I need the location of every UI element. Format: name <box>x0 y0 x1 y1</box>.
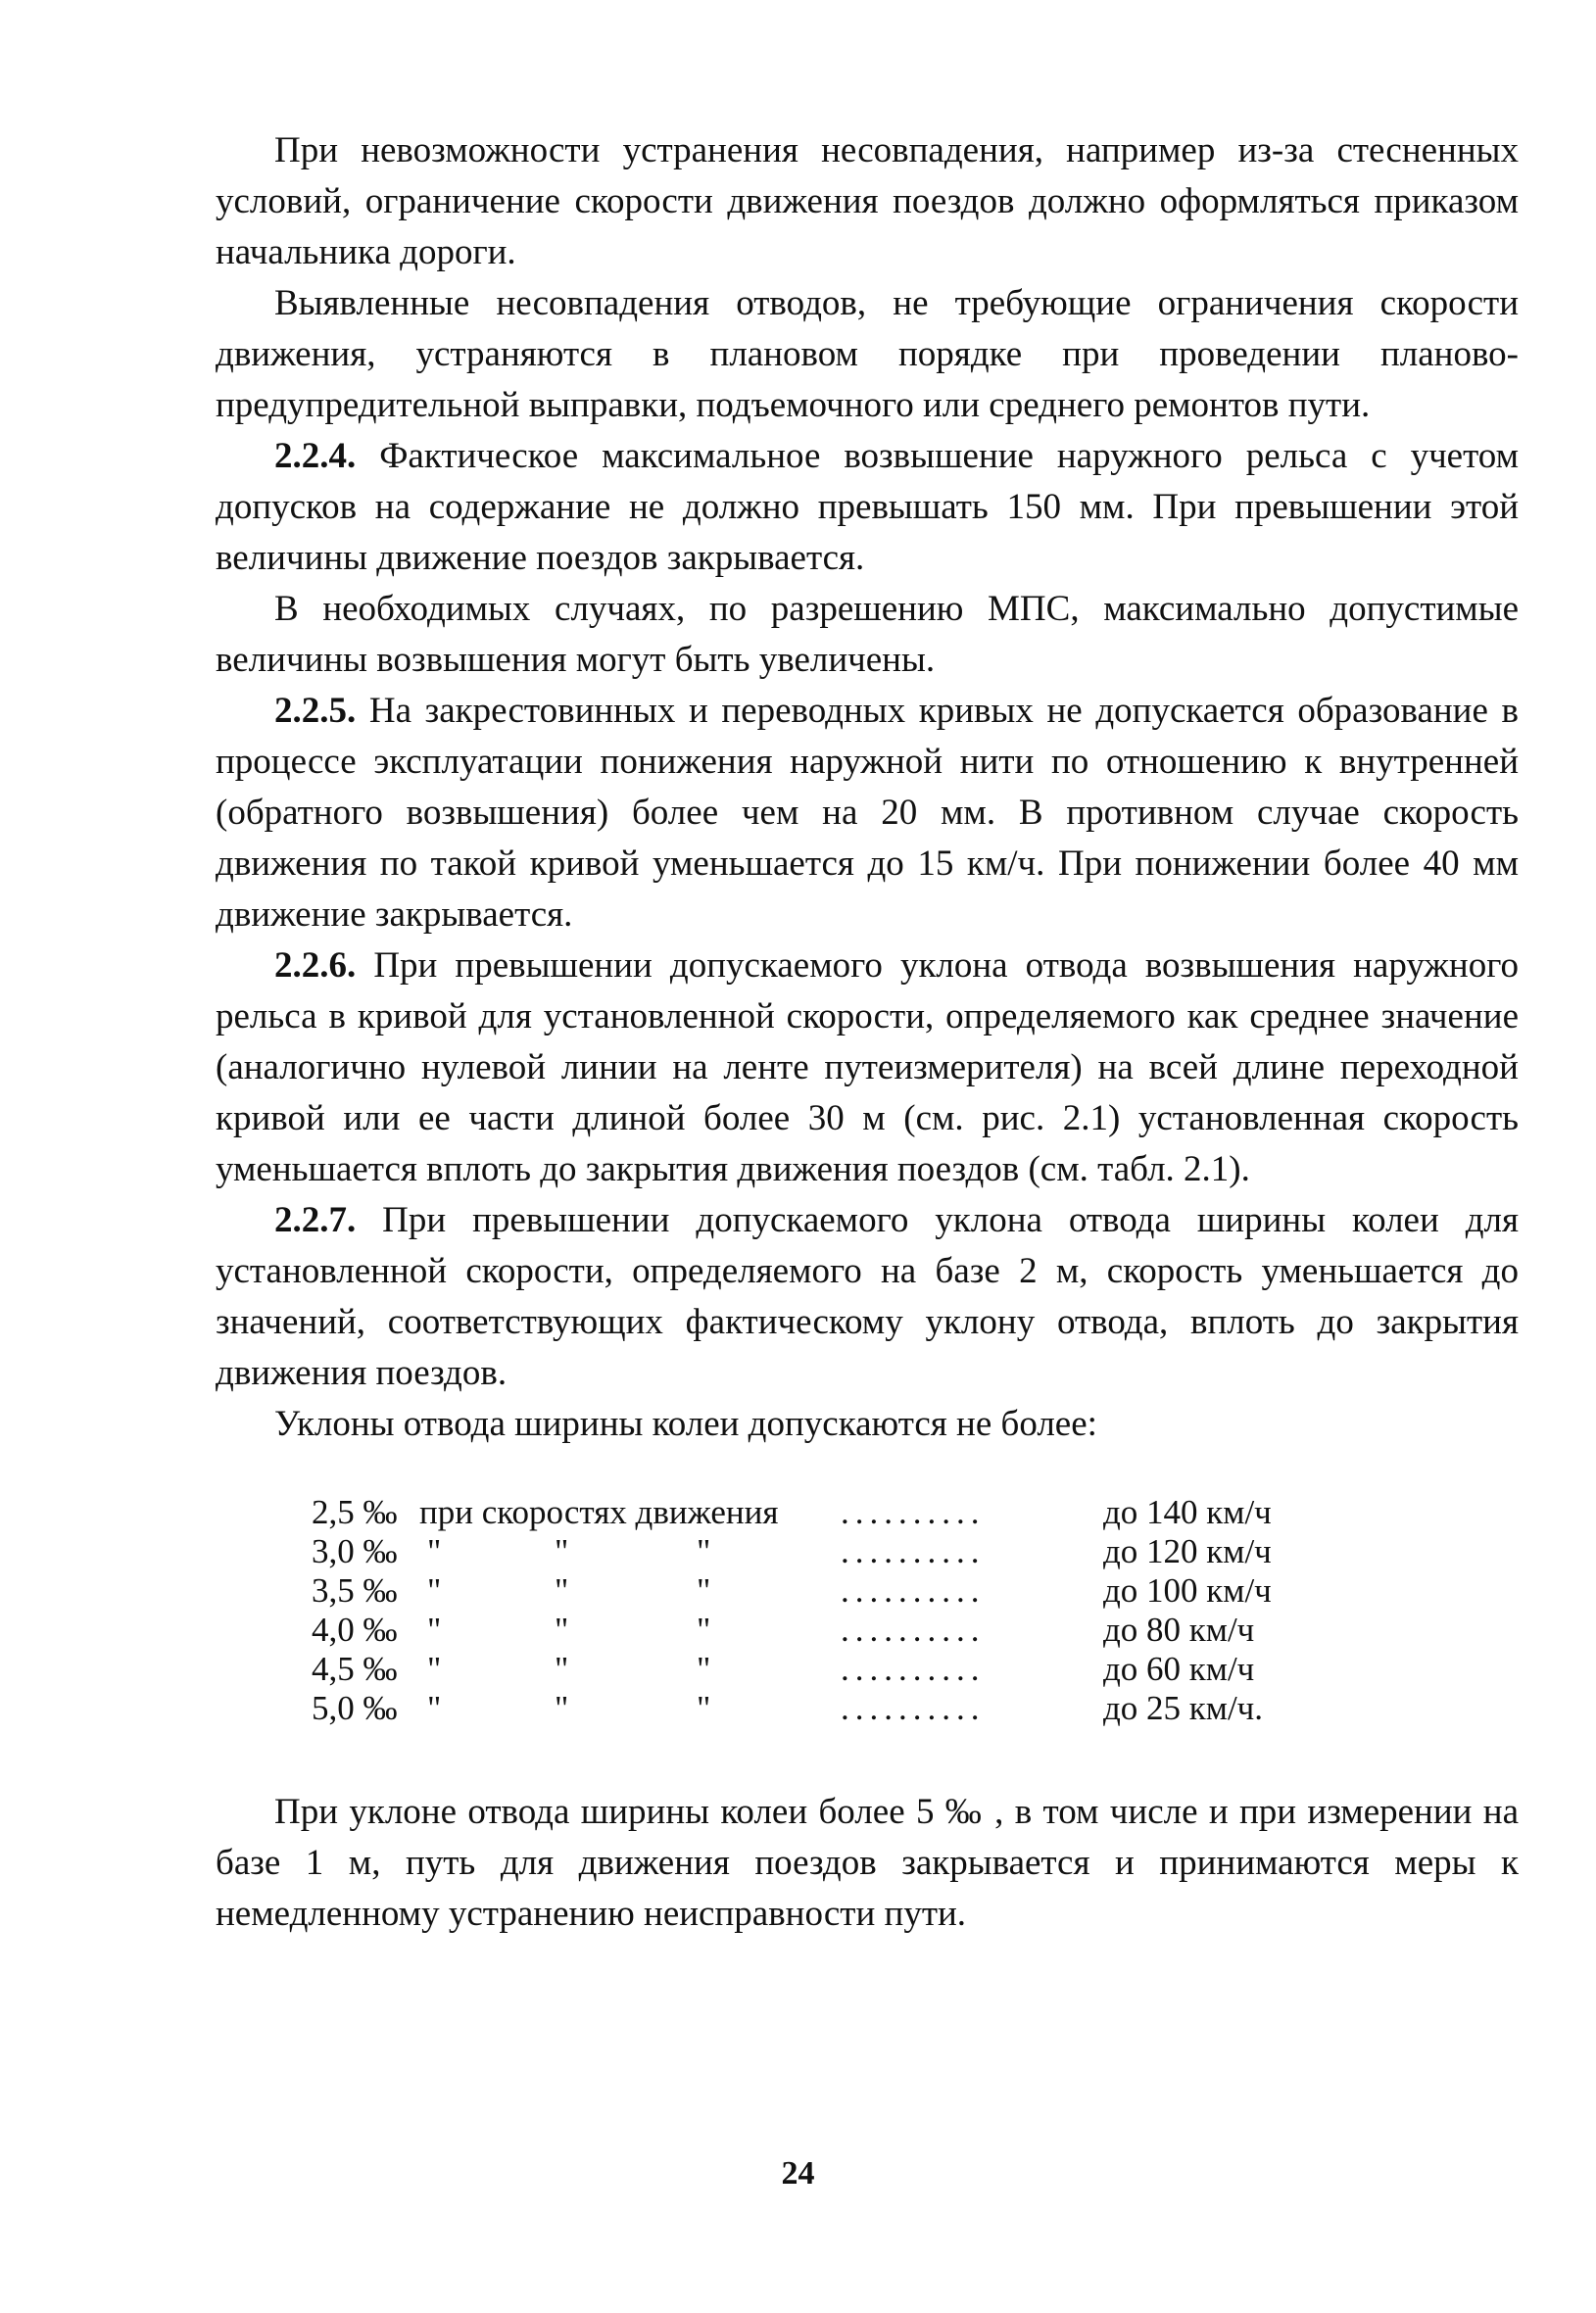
table-row <box>312 1689 1519 1728</box>
leader-dots: .......... <box>841 1493 986 1531</box>
slope-value: 3,5 ‰ <box>312 1571 398 1610</box>
table-row <box>312 1650 1519 1689</box>
paragraph-text: При невозможности устранения несовпадения, например из-за стесненных условий, ограничение скорости движения поездов должно оформляться приказом начальника дороги. <box>216 130 1519 272</box>
ditto-mark: " <box>555 1689 569 1727</box>
paragraph-text: Выявленные несовпадения отводов, не требующие ограничения скорости движения, устраняются в плановом порядке при проведении планово-предупредительной выправки, подъемочного или среднего ремонтов пути. <box>216 283 1519 425</box>
page-number: 24 <box>781 2155 815 2192</box>
slope-value: 2,5 ‰ <box>312 1493 398 1531</box>
paragraph-2-2-7 <box>216 1195 1519 1399</box>
table-intro: Уклоны отвода ширины колеи допускаются не более: <box>274 1404 1097 1444</box>
speed-limit: до 80 км/ч <box>1103 1611 1255 1649</box>
ditto-mark: " <box>427 1532 442 1570</box>
leader-dots: .......... <box>841 1650 986 1688</box>
slope-limits-table <box>312 1493 1519 1728</box>
slope-value: 3,0 ‰ <box>312 1532 398 1570</box>
paragraph-text: На закрестовинных и переводных кривых не допускается образование в процессе эксплуатации понижения наружной нити по отношению к внутренней (обратного возвышения) более чем на 20 мм. В противном случае скорость движения по такой кривой уменьшается до 15 км/ч. При понижении более 40 мм движение закрывается. <box>216 691 1519 935</box>
table-row <box>312 1493 1519 1532</box>
table-row <box>312 1532 1519 1571</box>
ditto-mark: " <box>555 1571 569 1610</box>
document-page <box>216 125 1519 1940</box>
ditto-mark: " <box>697 1611 711 1649</box>
speed-limit: до 25 км/ч. <box>1103 1689 1264 1727</box>
paragraph-2-2-5 <box>216 686 1519 940</box>
leader-dots: .......... <box>841 1611 986 1649</box>
paragraph-2-2-4 <box>216 431 1519 584</box>
paragraph-text: При превышении допускаемого уклона отвода возвышения наружного рельса в кривой для установленной скорости, определяемого как среднее значение (аналогично нулевой линии на ленте путеизмерителя) на всей длине переходной кривой или ее части длиной более 30 м (см. рис. 2.1) установленная скорость уменьшается вплоть до закрытия движения поездов (см. табл. 2.1). <box>216 945 1519 1189</box>
paragraph-text: При превышении допускаемого уклона отвода ширины колеи для установленной скорости, определяемого на базе 2 м, скорость уменьшается до значений, соответствующих фактическому уклону отвода, вплоть до закрытия движения поездов. <box>216 1200 1519 1393</box>
slope-value: 5,0 ‰ <box>312 1689 398 1727</box>
ditto-mark: " <box>427 1650 442 1688</box>
leader-dots: .......... <box>841 1689 986 1727</box>
paragraph-text: В необходимых случаях, по разрешению МПС, максимально допустимые величины возвышения могут быть увеличены. <box>216 589 1519 680</box>
paragraph-planned-repair <box>216 278 1519 431</box>
ditto-marks <box>419 1650 841 1689</box>
speed-limit: до 120 км/ч <box>1103 1532 1272 1570</box>
ditto-mark: " <box>697 1650 711 1688</box>
leader-dots: .......... <box>841 1532 986 1570</box>
speed-limit: до 140 км/ч <box>1103 1493 1272 1531</box>
paragraph-2-2-6 <box>216 940 1519 1195</box>
paragraph-text: Фактическое максимальное возвышение наружного рельса с учетом допусков на содержание не должно превышать 150 мм. При превышении этой величины движение поездов закрывается. <box>216 436 1519 578</box>
leader-dots: .......... <box>841 1571 986 1610</box>
section-number: 2.2.5. <box>274 691 357 731</box>
table-row <box>312 1571 1519 1611</box>
ditto-marks <box>419 1611 841 1650</box>
paragraph-closing: При уклоне отвода ширины колеи более 5 ‰ , в том числе и при измерении на базе 1 м, путь для движения поездов закрывается и принимаются меры к немедленному устранению неисправности пути. <box>216 1792 1519 1934</box>
speed-limit: до 100 км/ч <box>1103 1571 1272 1610</box>
slope-value: 4,5 ‰ <box>312 1650 398 1688</box>
section-number: 2.2.6. <box>274 945 357 986</box>
paragraph-restriction-order <box>216 125 1519 278</box>
ditto-mark: " <box>555 1611 569 1649</box>
ditto-marks <box>419 1532 841 1571</box>
paragraph-mps-permission <box>216 584 1519 686</box>
ditto-mark: " <box>555 1532 569 1570</box>
section-number: 2.2.4. <box>274 436 357 476</box>
table-row <box>312 1611 1519 1650</box>
speed-limit: до 60 км/ч <box>1103 1650 1255 1688</box>
section-number: 2.2.7. <box>274 1200 357 1240</box>
ditto-mark: " <box>427 1689 442 1727</box>
ditto-marks <box>419 1571 841 1611</box>
ditto-mark: " <box>555 1650 569 1688</box>
slope-value: 4,0 ‰ <box>312 1611 398 1649</box>
ditto-mark: " <box>697 1571 711 1610</box>
ditto-mark: " <box>427 1611 442 1649</box>
ditto-mark: " <box>697 1689 711 1727</box>
ditto-marks <box>419 1689 841 1728</box>
ditto-mark: " <box>697 1532 711 1570</box>
ditto-mark: " <box>427 1571 442 1610</box>
slope-description: при скоростях движения <box>419 1493 779 1531</box>
